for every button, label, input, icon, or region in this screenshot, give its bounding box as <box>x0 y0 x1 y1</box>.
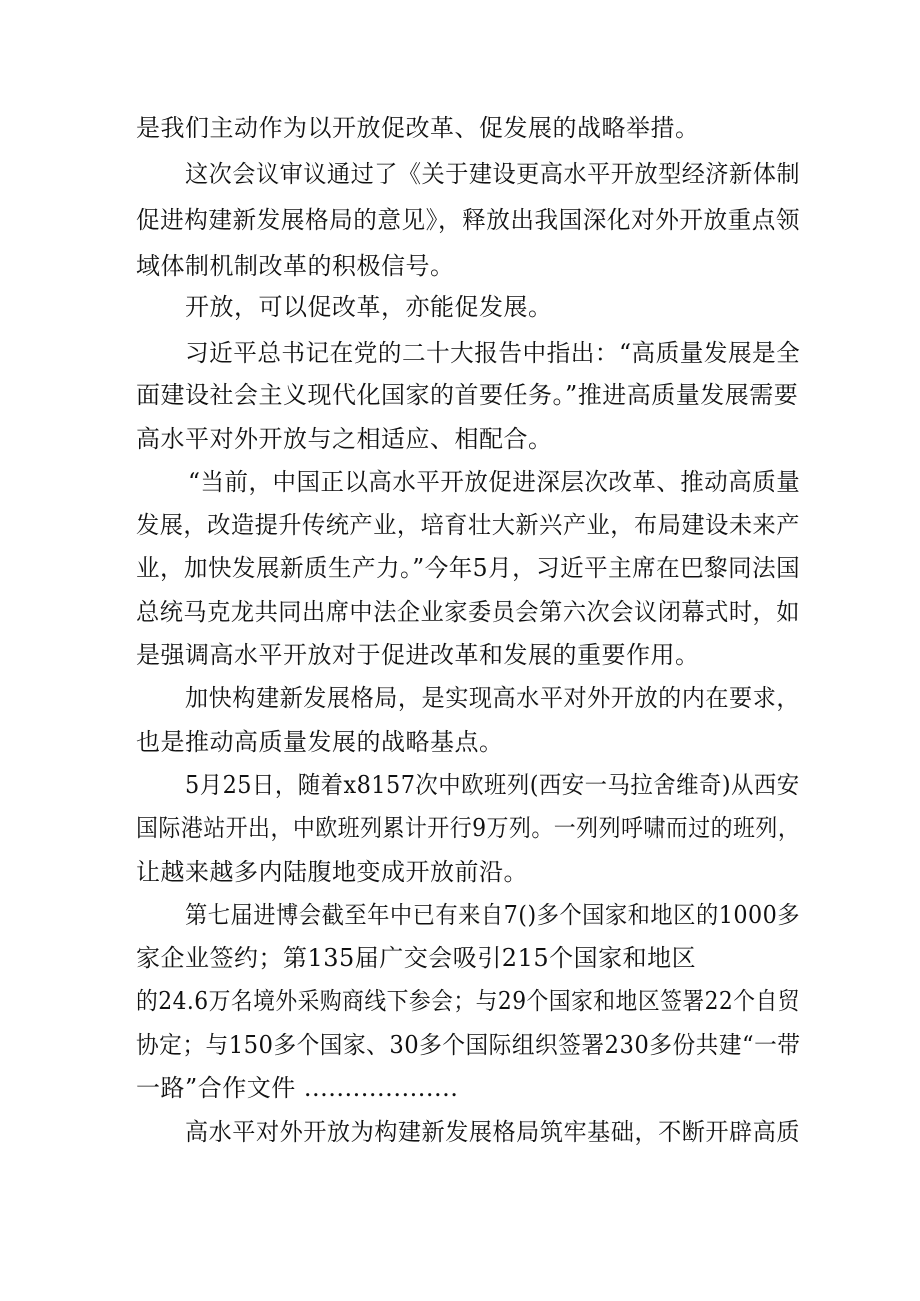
text-line: 让越来越多内陆腹地变成开放前沿。 <box>136 858 528 886</box>
text-line: 也是推动高质量发展的战略基点。 <box>136 728 504 756</box>
text-line: 业，加快发展新质生产力。”今年5月，习近平主席在巴黎同法国 <box>136 554 801 582</box>
text-line: 高水平对外开放与之相适应、相配合。 <box>136 425 553 453</box>
text-line: “当前，中国正以高水平开放促进深层次改革、推动高质量 <box>188 468 801 496</box>
text-line: 域体制机制改革的积极信号。 <box>136 252 455 280</box>
text-line: 一路”合作文件 ................... <box>136 1074 459 1102</box>
text-line: 国际港站开出，中欧班列累计开行9万列。一列列呼啸而过的班列， <box>136 814 801 842</box>
text-line: 是强调高水平开放对于促进改革和发展的重要作用。 <box>136 641 700 669</box>
text-line: 协定；与150多个国家、30多个国际组织签署230多份共建“一带 <box>136 1031 801 1059</box>
text-line: 第七届进博会截至年中已有来自7()多个国家和地区的1000多 <box>185 901 801 929</box>
text-line: 高水平对外开放为构建新发展格局筑牢基础，不断开辟高质 <box>185 1118 801 1146</box>
text-line: 促进构建新发展格局的意见》，释放出我国深化对外开放重点领 <box>136 206 801 234</box>
text-line: 总统马克龙共同出席中法企业家委员会第六次会议闭幕式时，如 <box>136 598 800 626</box>
text-line: 5月25日，随着x8157次中欧班列(西安一马拉舍维奇)从西安 <box>185 771 800 799</box>
text-line: 这次会议审议通过了《关于建设更高水平开放型经济新体制 <box>185 160 801 188</box>
text-line: 的24.6万名境外采购商线下参会；与29个国家和地区签署22个自贸 <box>136 987 800 1015</box>
text-line: 习近平总书记在党的二十大报告中指出：“高质量发展是全 <box>185 339 801 367</box>
text-line: 加快构建新发展格局，是实现高水平对外开放的内在要求， <box>185 684 801 712</box>
text-line: 家企业签约；第135届广交会吸引215个国家和地区 <box>136 944 697 972</box>
text-line: 发展，改造提升传统产业，培育壮大新兴产业，布局建设未来产 <box>136 511 800 539</box>
text-line: 面建设社会主义现代化国家的首要任务。”推进高质量发展需要 <box>136 381 799 409</box>
text-line: 开放，可以促改革，亦能促发展。 <box>185 293 553 321</box>
text-line: 是我们主动作为以开放促改革、促发展的战略举措。 <box>136 114 700 142</box>
